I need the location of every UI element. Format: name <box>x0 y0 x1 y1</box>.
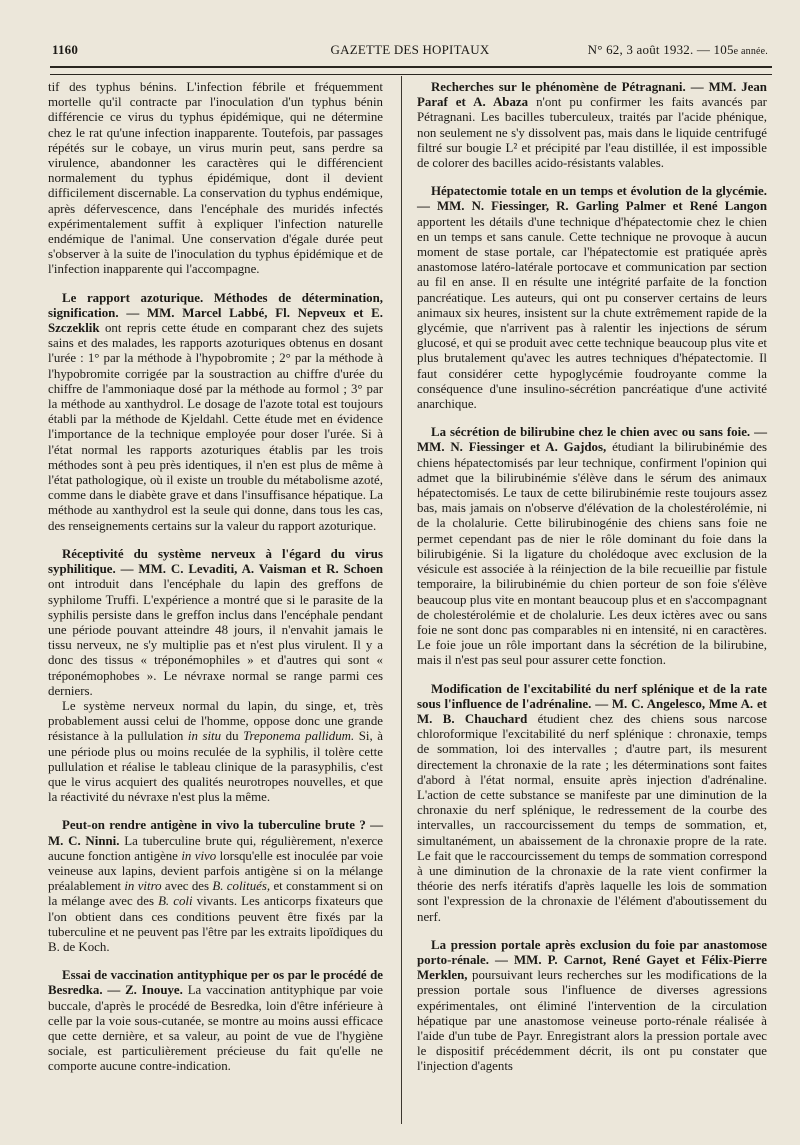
article-text: n'ont pu confirmer les faits avancés par Pétragnani. Les bacilles tuberculeux, traités par l'acide phénique, non seulement ne s'y dissolvent pas, mais dans le liquide centrifugé filtré sur bougie L² et précipité par l'eau distillée, il est impossible de colorer des bacilles acido-résistants valables. <box>417 95 767 171</box>
paragraph-systeme-nerveux <box>48 699 383 805</box>
text-segment: avec des <box>164 879 210 894</box>
paragraph-rapport-azoturique <box>48 291 383 534</box>
paragraph-pression-portale <box>417 938 767 1075</box>
text-segment: vivants. Les anticorps fixateurs que l'on obtient dans ces conditions peuvent être fixés par la tuberculine et ne peuvent pas l'être par les extraits lipoïdiques du B. de Koch. <box>48 894 383 954</box>
article-title: La pression portale après exclusion du foie par anastomose porto-rénale. <box>417 937 767 967</box>
article-text: étudient chez des chiens sous narcose chloroformique l'excitabilité du nerf splénique : chronaxie, temps de sommation, loi des intervalles ; d'autre part, ils mesurent directement la chronaxie de la rate ; les déterminations sont faites d'abord à l'état normal, ensuite après injection d'adrénaline. L'action de cette substance se manifeste par une diminution de la chronaxie du nerf splénique, le redressement de la courbe des intervalles, un raccourcissement du temps de sommation, et, simultanément, un abaissement de la chronaxie propre de la rate. Le fait que le raccourcissement du temps de sommation correspond à une diminution de la chronaxie de la rate vient confirmer la théorie des nerfs itératifs d'après laquelle les lois de sommation sont l'expression de la chronaxie de l'élément d'aboutissement du nerf. <box>417 711 767 924</box>
paragraph-tuberculine <box>48 818 383 955</box>
italic-segment: in vitro <box>124 879 162 894</box>
paragraph-typhus-continuation: tif des typhus bénins. L'infection fébrile et fréquemment mortelle qu'il contracte par l'inoculation d'un typhus bénin différencie ce virus du typhus épidémique, qui ne détermine chez le rat qu'une infection inapparente. Toutefois, par passages répétés sur le cobaye, un virus murin peut, sans perdre sa virulence, abandonner les caractères qui le différencient normalement du typhus épidémique, dont il devient difficilement discernable. La conservation du typhus endémique, après défervescence, dans l'encéphale des muridés infectés expérimentalement suffit à expliquer l'infection naturelle endémique de l'animal. Une conservation d'égale durée peut s'observer à la suite de l'inoculation du typhus épidémique et de l'infection inapparente qui l'accompagne. <box>48 80 383 277</box>
text-segment: et constamment si on la mélange avec des <box>48 879 383 909</box>
text-segment: Si, à une période plus ou moins reculée de la syphilis, il tolère cette pullulation et réalise le tableau clinique de la parasyphilis, c'est que le virus acquiert des qualités neurotropes nouvelles, et que la réactivité du névraxe n'est plus la même. <box>48 729 383 805</box>
article-authors: — M. C. Angelescо, Mme A. et M. B. Chauchard <box>417 696 767 726</box>
italic-segment: in vivo <box>181 848 217 863</box>
article-authors: — MM. N. Fiessinger et A. Gajdos, <box>417 425 767 455</box>
article-text: étudiant la bilirubinémie des chiens hépatectomisés par leur technique, confirment l'opinion qui admet que la bilirubinémie s'élève dans le sérum des animaux hépatectomisés. Le taux de cette bilirubinémie reste toujours assez bas, mais jamais on n'observe d'élévation de la cholestérolémie, ni de la cholalurie. Cette bilirubinogénie des chiens sans foie ne permet cependant pas de nier le rôle dominant du foie dans la bilirubigénie. Si la ligature du cholédoque avec exclusion de la vésicule est associée à la réinjection de la bile recueillie par fistule temporaire, la bilirubinémie du chien porteur de son foie s'élève beaucoup plus vite en montant beaucoup plus et en s'accompagnant de cholestérolémie et de cholalurie. Les deux ictères avec ou sans foie ne sont donc pas comparables ni en intensité, ni en caractères. Le foie joue un rôle important dans la sécrétion de la bilirubine, mais il n'est pas seul pour assurer cette fonction. <box>417 440 767 668</box>
article-text: ont repris cette étude en comparant chez des sujets sains et des malades, les rapports azoturiques obtenus en dosant l'urée : 1° par la méthode à l'hypobromite ; 2° par la méthode à l'hypobromite corrigée par la soustraction au chiffre d'urée du chiffre de l'ammoniaque dosé par la méthode au formol ; 3° par la méthode au xanthydrol. Le dosage de l'azote total est toujours établi par la méthode de Kjeldahl. Cette étude met en évidence l'importance de la technique employée pour doser l'urée. Si à l'état normal les rapports azoturiques établis par les trois méthodes sont à peu près identiques, il n'en est plus de même à l'état pathologique, où il existe un trouble du métabolisme azoté, comme dans le diabète grave et dans l'insuffisance hépatique. La méthode au xanthydrol est la seule qui donne, dans tous les cas, des renseignements certains sur la valeur du rapport azoturique. <box>48 321 383 533</box>
article-title: Essai de vaccination antityphique per os par le procédé de Besredka. <box>48 968 383 998</box>
issue-info <box>588 42 768 58</box>
italic-segment: B. coli <box>158 894 193 909</box>
left-column <box>48 80 383 1088</box>
paragraph-bilirubine <box>417 425 767 668</box>
issue-info-main: N° 62, 3 août 1932. — 105 <box>587 42 734 57</box>
page-header <box>52 42 768 62</box>
article-authors: — MM. C. Levaditi, A. Vaisman et R. Schoen <box>120 562 383 577</box>
italic-segment: in situ <box>187 729 222 744</box>
article-authors: — MM. P. Carnot, René Gayet et Félix-Pierre Merklen, <box>417 952 767 983</box>
article-title: Peut-on rendre antigène in vivo la tuberculine brute ? <box>62 818 366 833</box>
article-title: Recherches sur le phénomène de Pétragnani. <box>431 80 686 94</box>
text-segment: Le système nerveux normal du lapin, du singe, et, très probablement aussi celui de l'homme, oppose donc une grande résistance à la pullulation <box>48 698 383 744</box>
paragraph-virus-syphilitique <box>48 547 383 699</box>
article-text: La vaccination antityphique par voie buccale, d'après le procédé de Besredka, loin d'être inférieure à celle par la voie sous-cutanée, se montre au moins aussi efficace que cette dernière, et sa valeur, au point de vue de l'hygiène sociale, est particulièrement précieuse du fait qu'elle ne comporte aucune contre-indication. <box>48 983 383 1074</box>
column-divider <box>401 76 402 1124</box>
paragraph-vaccination <box>48 968 383 1074</box>
article-authors: — M. C. Ninni. <box>48 818 383 848</box>
article-title: Le rapport azoturique. Méthodes de détermination, signification. <box>48 290 383 320</box>
article-authors: — MM. Jean Paraf et A. Abaza <box>417 80 767 110</box>
page-number: 1160 <box>52 42 79 57</box>
issue-year-suffix: e année. <box>733 46 768 57</box>
text-segment: La tuberculine brute qui, régulièrement, n'exerce aucune fonction antigène <box>48 833 383 863</box>
header-rule <box>50 66 772 75</box>
article-text: ont introduit dans l'encéphale du lapin des greffons de syphilome Truffi. L'expérience a montré que si le parasite de la syphilis persiste dans le greffon inclus dans l'encéphale pendant une période pouvant atteindre 48 jours, il n'envahit jamais le tissu nerveux, ne s'y multiplie pas et n'est plus virulent. Il y a donc des tissus « tréponémophiles » et d'autres qui sont « tréponémophobes ». Le névraxe normal se range parmi ces derniers. <box>48 577 383 698</box>
paragraph-petragnani <box>417 80 767 171</box>
article-title: Réceptivité du système nerveux à l'égard du virus syphilitique. <box>48 546 383 577</box>
text-segment: du <box>225 729 239 744</box>
article-authors: — MM. Marcel Labbé, Fl. Nepveux et E. Szczeklik <box>48 305 383 336</box>
text-segment: lorsqu'elle est inoculée par voie veineuse aux lapins, devient parfois antigène si on la mélange préalablement <box>48 848 383 894</box>
article-title: Modification de l'excitabilité du nerf splénique et de la rate sous l'influence de l'adrénaline. <box>417 681 767 711</box>
italic-segment: Treponema pallidum. <box>243 729 355 744</box>
article-authors: — Z. Inouye. <box>107 983 183 998</box>
article-authors: — MM. N. Fiessinger, R. Garling Palmer et René Langon <box>417 199 767 214</box>
article-title: Hépatectomie totale en un temps et évolution de la glycémie. <box>431 184 767 199</box>
article-title: La sécrétion de bilirubine chez le chien avec ou sans foie. <box>431 425 751 440</box>
paragraph-hepatectomie <box>417 184 767 412</box>
journal-title: GAZETTE DES HOPITAUX <box>330 42 490 57</box>
article-text: apportent les détails d'une technique d'hépatectomie chez le chien en un temps et sans canule. Cette technique ne provoque à aucun moment de stase portale, car l'hépatectomie est pratiquée après anastomose latéro-latérale portocave et communication par section au fil en anse. Il en résulte une intégrité parfaite de la fonction pancréatique. Les auteurs, qui ont pu conserver certains de leurs animaux six heures, insistent sur la chute extrêmement rapide de la glycémie, que n'arrivent pas à ralentir les injections de sérum glucosé, et qui se produit avec cette technique beaucoup plus vite et plus brutalement qu'avec les autres techniques d'hépatectomie. Il faut considérer cette hypoglycémie foudroyante comme la conséquence d'une insulino-sécrétion pancréatique d'une activité anarchique. <box>417 214 767 412</box>
italic-segment: B. colitués, <box>212 879 271 894</box>
article-text: poursuivant leurs recherches sur les modifications de la pression portale sous l'influence de diverses agressions expérimentales, ont éliminé l'intervention de la circulation hépatique par une anastomose veineuse porto-rénale réalisée à l'aide d'un tube de Payr. Enregistrant alors la pression portale avec le dispositif précédemment décrit, ils ont pu constater que l'injection d'agents <box>417 968 767 1074</box>
paragraph-nerf-splenique <box>417 682 767 925</box>
right-column <box>417 80 767 1088</box>
